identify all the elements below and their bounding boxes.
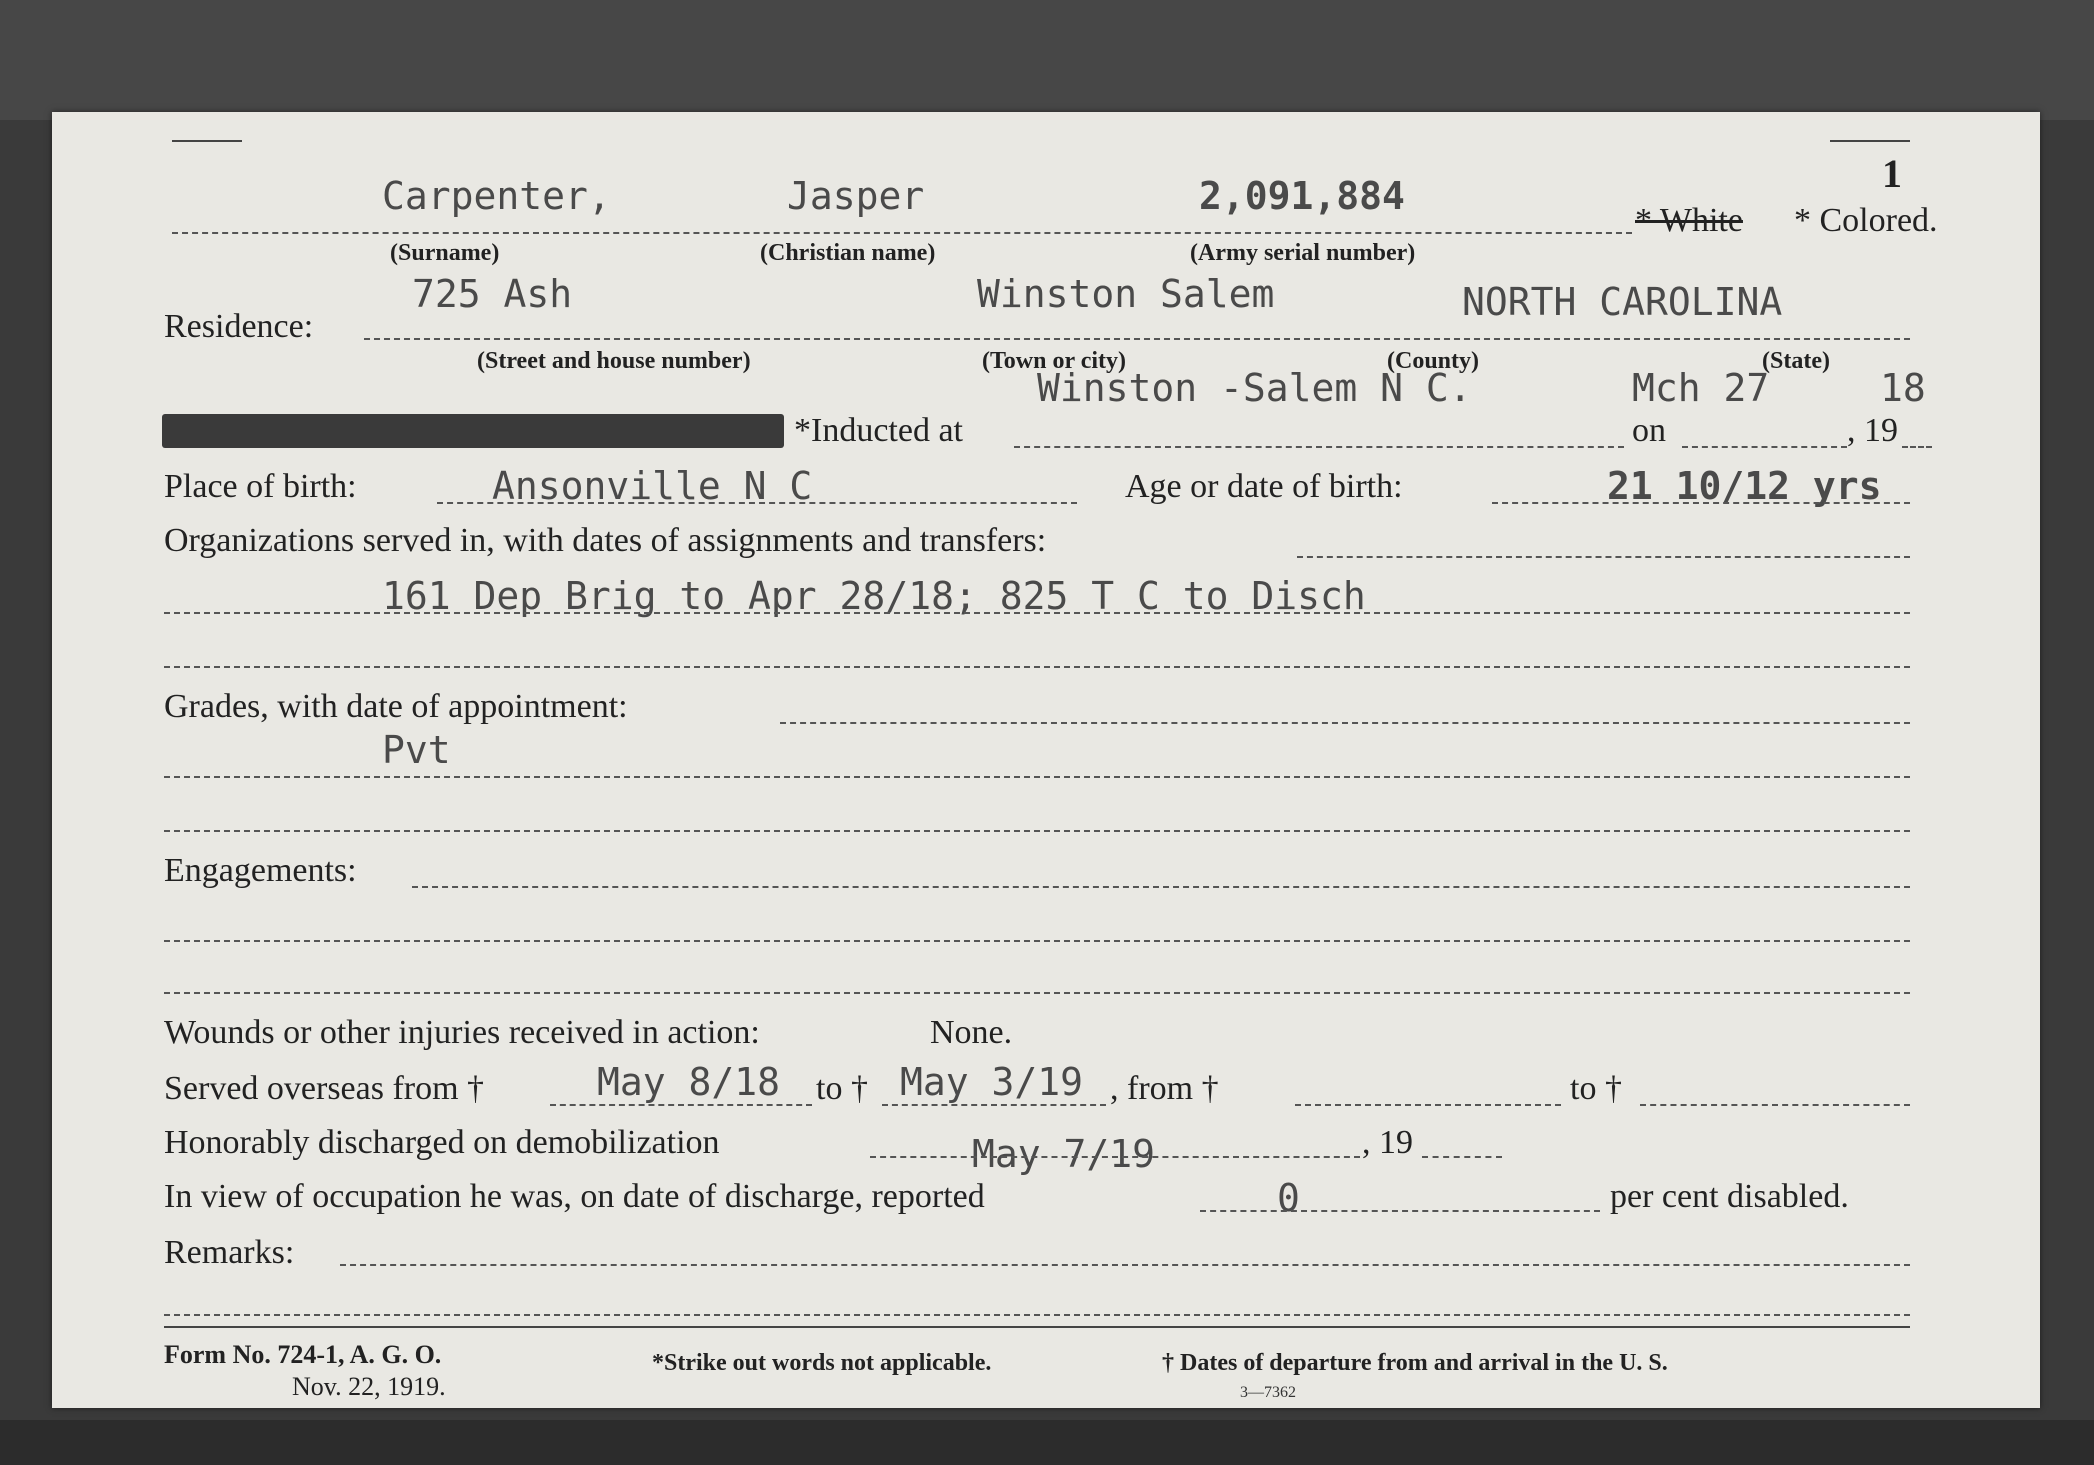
- overseas-to-line: [882, 1104, 1106, 1106]
- christian-name-value: Jasper: [787, 174, 925, 218]
- inducted-at-label: *Inducted at: [794, 412, 963, 449]
- overseas-from-value: May 8/18: [597, 1060, 781, 1104]
- disabled-label: per cent disabled.: [1610, 1178, 1849, 1215]
- organizations-line-2: [164, 612, 1910, 614]
- wounds-label: Wounds or other injuries received in action:: [164, 1014, 760, 1051]
- state-caption: (State): [1762, 348, 1830, 374]
- grades-line-1: [780, 722, 1910, 724]
- name-line: [172, 232, 1632, 234]
- overseas-from-line: [550, 1104, 812, 1106]
- street-caption: (Street and house number): [477, 348, 751, 374]
- engagements-line-1: [412, 886, 1910, 888]
- place-of-birth-line: [437, 502, 1077, 504]
- remarks-label: Remarks:: [164, 1234, 295, 1271]
- county-caption: (County): [1387, 348, 1480, 374]
- discharged-year-line: [1422, 1156, 1502, 1158]
- disabled-percent-value: 0: [1277, 1176, 1300, 1220]
- organizations-label: Organizations served in, with dates of assignments and transfers:: [164, 522, 1047, 559]
- grades-value: Pvt: [382, 728, 451, 772]
- discharge-date-line: [870, 1156, 1360, 1158]
- overseas-to2-line: [1640, 1104, 1910, 1106]
- grades-label: Grades, with date of appointment:: [164, 688, 628, 725]
- overseas-to-label: to †: [816, 1070, 868, 1107]
- form-date: Nov. 22, 1919.: [292, 1372, 446, 1401]
- discharge-date-value: May 7/19: [972, 1132, 1156, 1176]
- christian-name-caption: (Christian name): [760, 240, 936, 266]
- serial-number-caption: (Army serial number): [1190, 240, 1416, 266]
- inducted-date-line: [1682, 446, 1847, 448]
- surname-value: Carpenter,: [382, 174, 611, 218]
- race-colored: * Colored.: [1794, 202, 1938, 239]
- overseas-from2-label: , from †: [1110, 1070, 1219, 1107]
- organizations-line-1: [1297, 556, 1910, 558]
- inducted-year-line: [1902, 446, 1932, 448]
- inducted-year-value: 18: [1880, 366, 1926, 410]
- serial-number-value: 2,091,884: [1199, 174, 1405, 218]
- discharged-label: Honorably discharged on demobilization: [164, 1124, 720, 1161]
- state-value: NORTH CAROLINA: [1462, 280, 1783, 324]
- race-white: * White: [1635, 202, 1743, 239]
- print-code: 3—7362: [1240, 1384, 1296, 1401]
- enlisted-strikeout: [162, 414, 784, 448]
- place-of-birth-value: Ansonville N C: [492, 464, 813, 508]
- strike-note: *Strike out words not applicable.: [652, 1350, 992, 1376]
- age-label: Age or date of birth:: [1125, 468, 1403, 505]
- overseas-to-value: May 3/19: [900, 1060, 1084, 1104]
- residence-label: Residence:: [164, 308, 314, 345]
- engagements-label: Engagements:: [164, 852, 357, 889]
- organizations-value: 161 Dep Brig to Apr 28/18; 825 T C to Disch: [382, 574, 1366, 618]
- service-record-card: [52, 112, 2040, 1408]
- street-value: 725 Ash: [412, 272, 573, 316]
- age-line: [1492, 502, 1910, 504]
- age-value: 21 10/12 yrs: [1607, 464, 1882, 508]
- engagements-line-3: [164, 992, 1910, 994]
- overseas-from2-line: [1295, 1104, 1561, 1106]
- scan-background-top: [0, 0, 2094, 120]
- residence-line: [364, 338, 1910, 340]
- grades-line-3: [164, 830, 1910, 832]
- inducted-place-value: Winston -Salem N C.: [1037, 366, 1472, 410]
- town-caption: (Town or city): [982, 348, 1126, 374]
- grades-line-2: [164, 776, 1910, 778]
- form-number: Form No. 724-1, A. G. O.: [164, 1340, 442, 1369]
- remarks-line-2: [164, 1314, 1910, 1316]
- corner-rule-left: [172, 140, 242, 142]
- surname-caption: (Surname): [390, 240, 500, 266]
- scan-background-bottom: [0, 1420, 2094, 1465]
- page-number: 1: [1882, 151, 1902, 196]
- engagements-line-2: [164, 940, 1910, 942]
- place-of-birth-label: Place of birth:: [164, 468, 357, 505]
- remarks-line-1: [340, 1264, 1910, 1266]
- inducted-place-line: [1014, 446, 1624, 448]
- inducted-year-prefix: , 19: [1847, 412, 1898, 449]
- occupation-label: In view of occupation he was, on date of discharge, reported: [164, 1178, 985, 1215]
- discharged-year-prefix: , 19: [1362, 1124, 1413, 1161]
- corner-rule-right: [1830, 140, 1910, 142]
- disabled-percent-line: [1200, 1210, 1600, 1212]
- overseas-from-label: Served overseas from †: [164, 1070, 485, 1107]
- town-value: Winston Salem: [977, 272, 1275, 316]
- inducted-date-value: Mch 27: [1632, 366, 1770, 410]
- dates-note: † Dates of departure from and arrival in the U. S.: [1162, 1350, 1668, 1376]
- overseas-to2-label: to †: [1570, 1070, 1622, 1107]
- wounds-value: None.: [930, 1014, 1013, 1051]
- organizations-line-3: [164, 666, 1910, 668]
- on-label: on: [1632, 412, 1666, 449]
- footer-rule: [164, 1326, 1910, 1328]
